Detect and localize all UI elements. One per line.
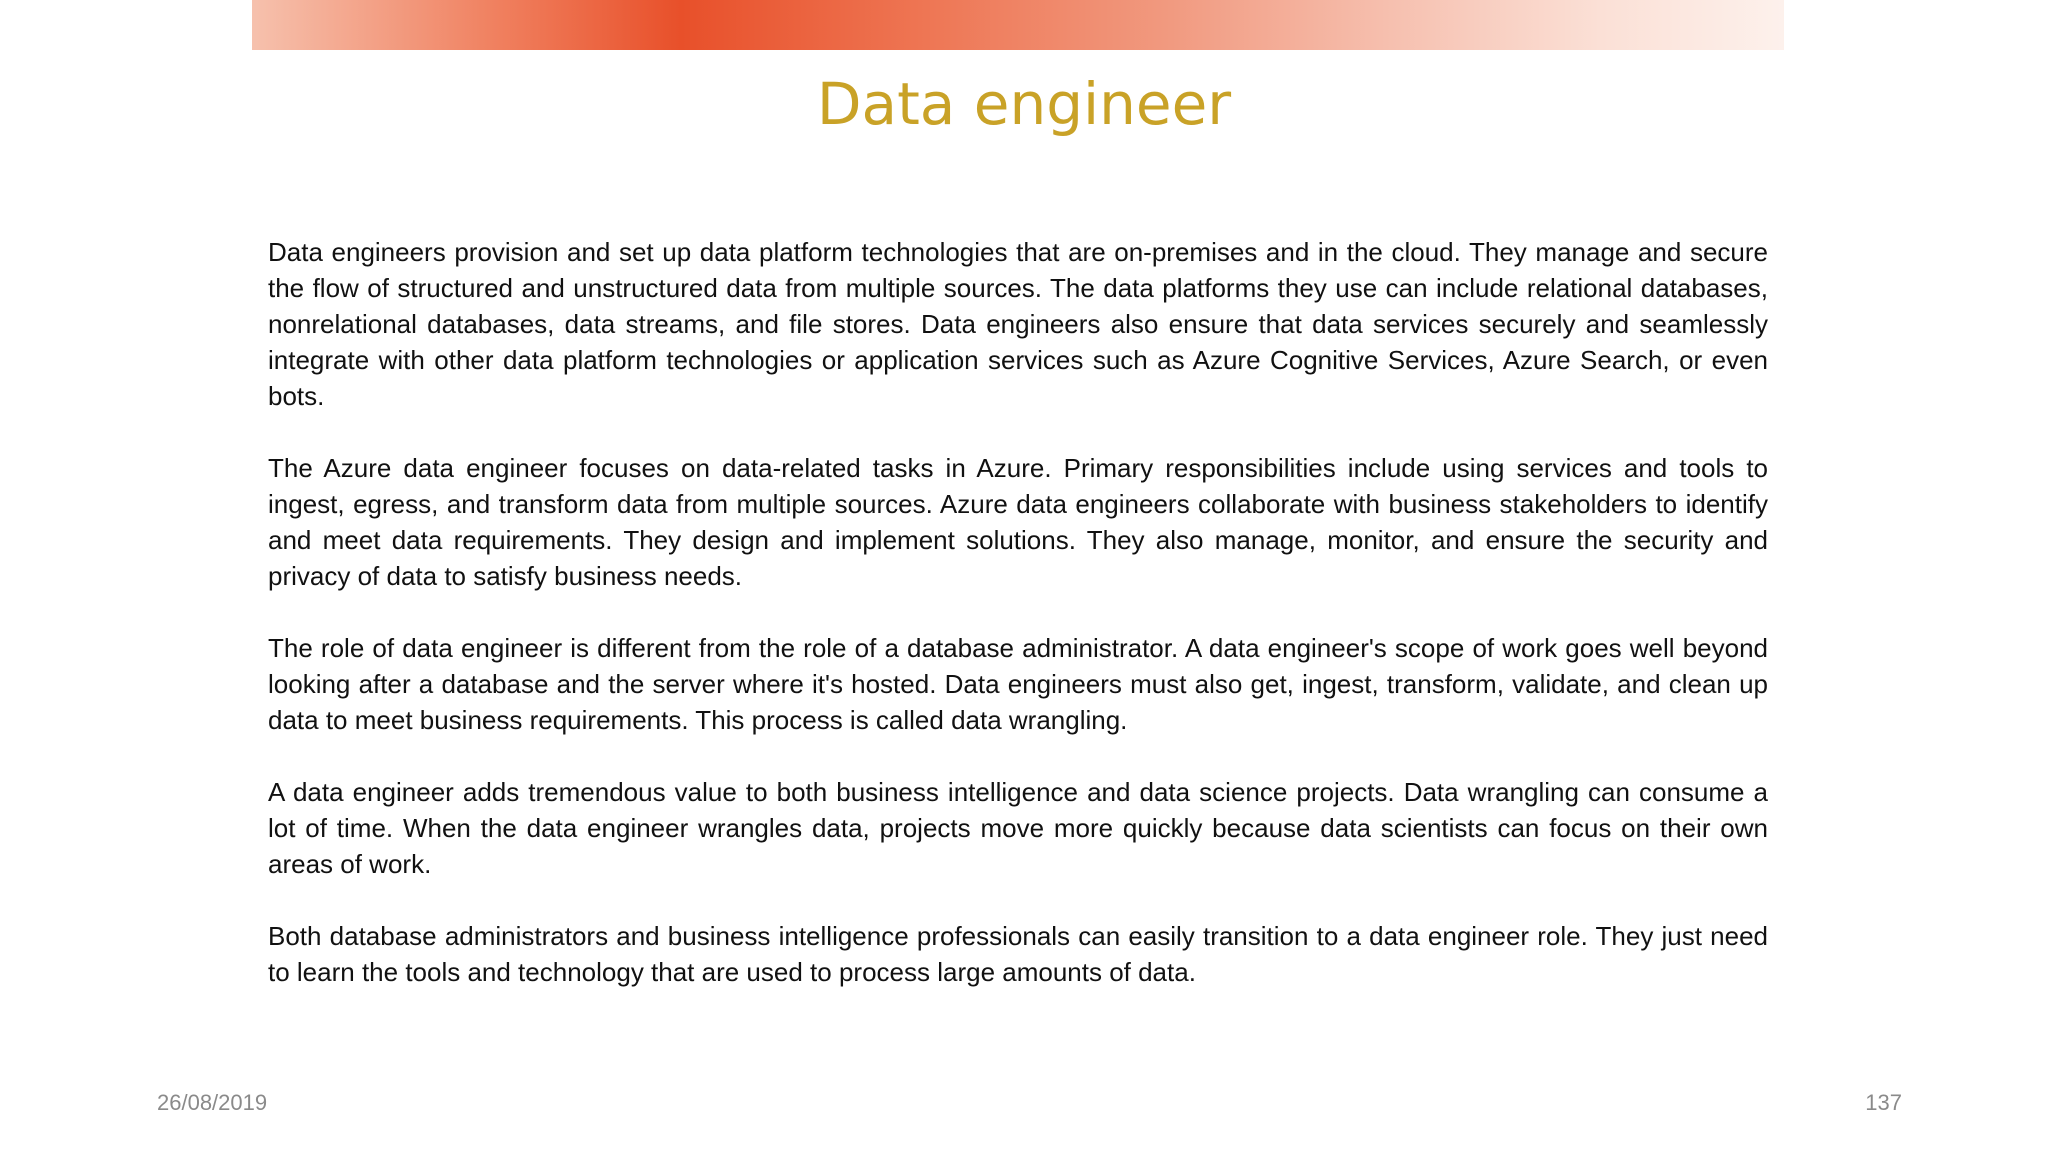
slide-title: Data engineer [816, 70, 1232, 138]
body-paragraph-3: The role of data engineer is different from the role of a database administrator. A data engineer's scope of work goes well beyond looking after a database and the server where it's hosted. Data engineers must also get, ingest, transform, validate, and clean up data to meet business requirements. This process is called data wrangling. [268, 633, 1768, 735]
header-accent-bar [252, 0, 1784, 50]
body-paragraph-5: Both database administrators and business intelligence professionals can easily transition to a data engineer role. They just need to learn the tools and technology that are used to process large amounts of data. [268, 921, 1768, 987]
body-paragraph-2: The Azure data engineer focuses on data-related tasks in Azure. Primary responsibilities include using services and tools to ingest, egress, and transform data from multiple sources. Azure data engineers collaborate with business stakeholders to identify and meet data requirements. They design and implement solutions. They also manage, monitor, and ensure the security and privacy of data to satisfy business needs. [268, 453, 1768, 591]
body-paragraph-4: A data engineer adds tremendous value to both business intelligence and data science projects. Data wrangling can consume a lot of time. When the data engineer wrangles data, projects move more quickly because data scientists can focus on their own areas of work. [268, 777, 1768, 879]
footer-date: 26/08/2019 [157, 1090, 268, 1115]
slide-body [268, 234, 1768, 1026]
footer-page-number: 137 [1865, 1090, 1902, 1115]
body-paragraph-1: Data engineers provision and set up data platform technologies that are on-premises and in the cloud. They manage and secure the flow of structured and unstructured data from multiple sources. The data platforms they use can include relational databases, nonrelational databases, data streams, and file stores. Data engineers also ensure that data services securely and seamlessly integrate with other data platform technologies or application services such as Azure Cognitive Services, Azure Search, or even bots. [268, 237, 1768, 411]
